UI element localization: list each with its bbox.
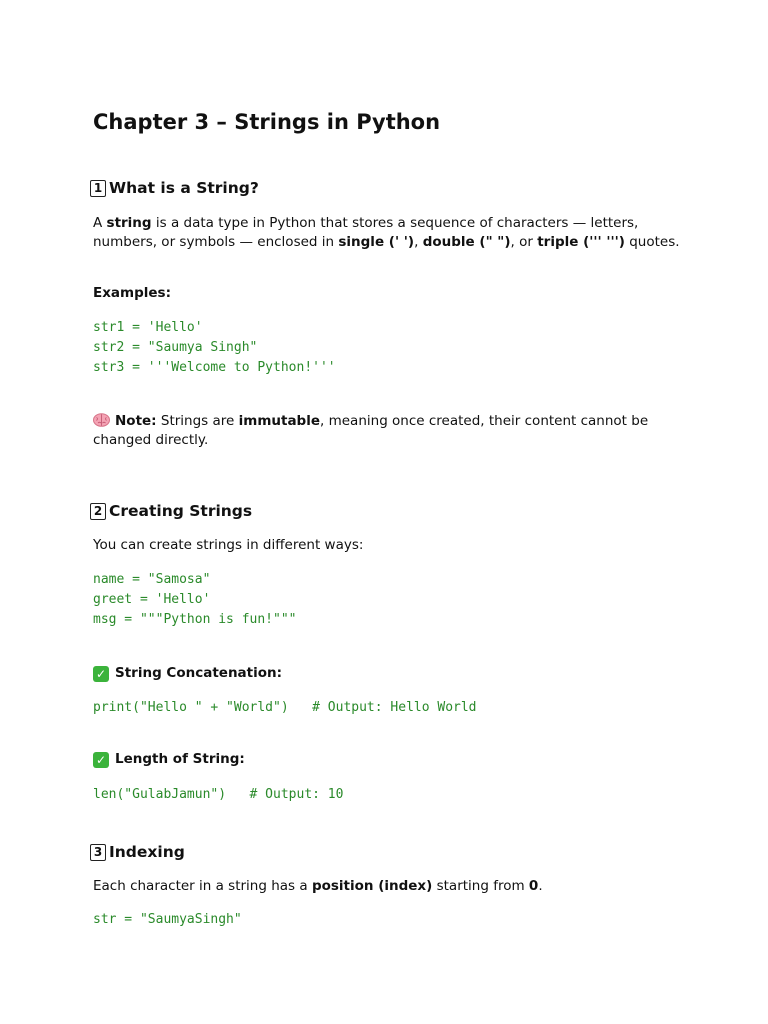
code-line: str2 = "Saumya Singh" [93,340,258,355]
section-2-heading [93,500,252,522]
code-line: str1 = 'Hello' [93,320,203,335]
keycap-1-icon: 1 [90,180,106,197]
code-line: greet = 'Hello' [93,592,211,607]
section-1-title: What is a String? [109,179,259,197]
section-3-intro: Each character in a string has a position (index) starting from 0. [93,878,543,894]
examples-label: Examples: [93,285,171,301]
code-line: msg = """Python is fun!""" [93,612,297,627]
brain-icon [93,413,110,427]
code-line: len("GulabJamun") # Output: 10 [93,787,344,802]
length-heading: ✓ Length of String: [93,750,245,769]
code-block-concat [93,698,477,718]
code-block-examples [93,318,336,378]
code-line: str = "SaumyaSingh" [93,912,242,927]
keycap-3-icon: 3 [90,844,106,861]
section-1-heading [93,177,259,199]
code-line: str3 = '''Welcome to Python!''' [93,360,336,375]
code-line: print("Hello " + "World") # Output: Hello World [93,700,477,715]
code-line: name = "Samosa" [93,572,211,587]
chapter-title: Chapter 3 – Strings in Python [93,110,441,134]
section-2-intro: You can create strings in different ways: [93,537,364,553]
note-paragraph: Note: Strings are immutable, meaning once created, their content cannot be changed directly. [93,413,649,448]
keycap-2-icon: 2 [90,503,106,520]
check-mark-button-icon: ✓ [93,666,109,682]
section-2-title: Creating Strings [109,502,253,520]
section-3-heading [93,841,185,863]
section-1-intro: A string is a data type in Python that stores a sequence of characters — letters, numbers, or symbols — enclosed in single (' '), double (" "), or triple (''' ''') quotes. [93,215,680,250]
check-mark-button-icon: ✓ [93,752,109,768]
code-block-indexing [93,910,242,930]
section-3-title: Indexing [109,843,185,861]
concat-heading: ✓ String Concatenation: [93,664,282,683]
code-block-length [93,785,343,805]
code-block-creating [93,570,297,630]
